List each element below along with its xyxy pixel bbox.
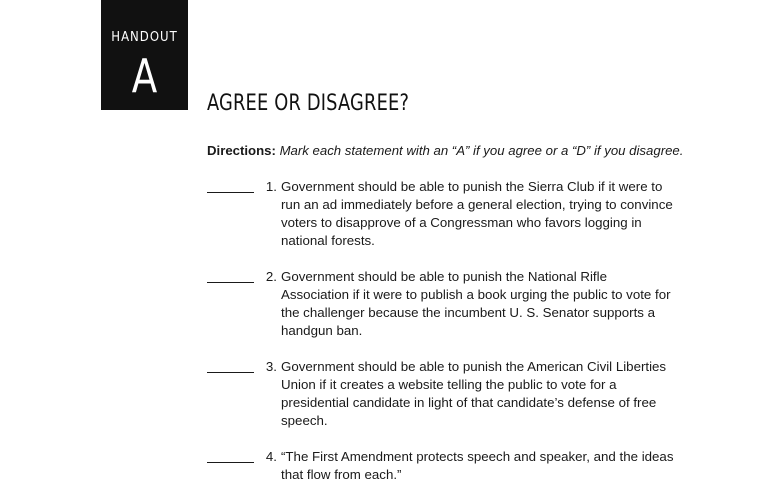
statement-item — [207, 448, 687, 484]
handout-badge — [101, 0, 188, 110]
statement-item — [207, 268, 687, 340]
handout-label: HANDOUT — [111, 30, 178, 45]
statement-item — [207, 178, 687, 250]
statement-text: “The First Amendment protects speech and speaker, and the ideas that flow from each.” — [281, 449, 674, 482]
directions — [207, 142, 683, 160]
handout-letter: A — [131, 49, 158, 103]
answer-blank[interactable] — [207, 372, 254, 373]
statement-number: 3. — [265, 359, 277, 374]
statement-text: Government should be able to punish the National Rifle Association if it were to publish a book urging the public to vote for the challenger because the incumbent U. S. Senator supports a handgun ban. — [281, 269, 671, 338]
answer-blank[interactable] — [207, 462, 254, 463]
statement-item — [207, 358, 687, 430]
statement-number: 2. — [265, 269, 277, 284]
statement-text: Government should be able to punish the Sierra Club if it were to run an ad immediately before a general election, trying to convince voters to disapprove of a Congressman who favors logging in national forests. — [281, 179, 673, 248]
directions-text: Mark each statement with an “A” if you agree or a “D” if you disagree. — [279, 143, 684, 158]
statement-text: Government should be able to punish the American Civil Liberties Union if it creates a website telling the public to vote for a presidential candidate in light of that candidate’s defense of free speech. — [281, 359, 667, 428]
statement-list — [207, 178, 687, 502]
page-title: AGREE OR DISAGREE? — [207, 91, 410, 116]
answer-blank[interactable] — [207, 192, 254, 193]
answer-blank[interactable] — [207, 282, 254, 283]
directions-label: Directions: — [207, 143, 276, 158]
statement-number: 4. — [265, 449, 277, 464]
statement-number: 1. — [265, 179, 277, 194]
